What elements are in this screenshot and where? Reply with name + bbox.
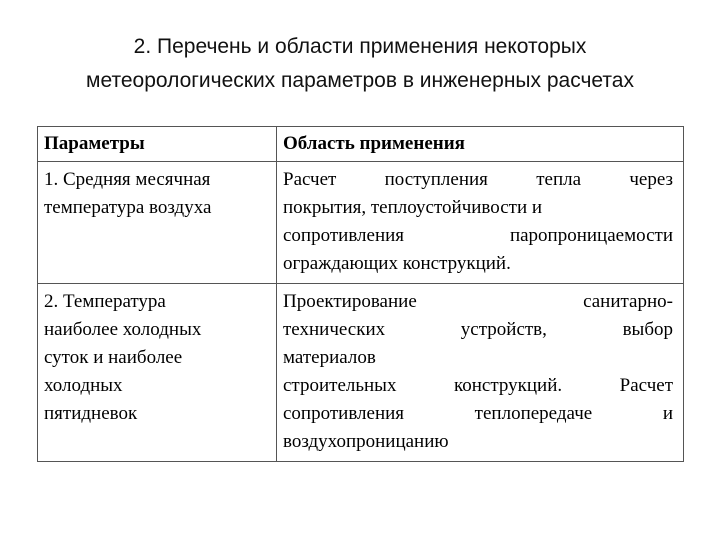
application-line: воздухопроницанию — [283, 431, 449, 452]
parameter-cell — [38, 284, 277, 462]
header-parameters: Параметры — [38, 127, 277, 162]
application-cell — [277, 284, 684, 462]
parameter-line: 1. Средняя месячная — [44, 169, 211, 190]
parameter-line: суток и наиболее — [44, 347, 183, 368]
slide-title-line-1: 2. Перечень и области применения некоторых — [133, 35, 587, 58]
table-row — [38, 284, 684, 462]
slide-title — [0, 30, 720, 98]
application-line: сопротивления паропроницаемости — [283, 225, 673, 246]
parameter-cell — [38, 162, 277, 284]
application-line: технических устройств, выбор — [283, 319, 673, 340]
parameter-line: пятидневок — [44, 403, 138, 424]
application-line: покрытия, теплоустойчивости и — [283, 197, 543, 218]
application-line: строительных конструкций. Расчет — [283, 375, 673, 396]
parameter-line: 2. Температура — [44, 291, 166, 312]
parameters-table — [37, 126, 684, 462]
parameter-line: температура воздуха — [44, 197, 212, 218]
parameter-line: холодных — [44, 375, 123, 396]
slide-title-line-2: метеорологических параметров в инженерных расчетах — [86, 69, 634, 92]
application-line: Расчет поступления тепла через — [283, 169, 673, 190]
application-line: Проектирование санитарно- — [283, 291, 673, 312]
table-header-row — [38, 127, 684, 162]
header-application: Область применения — [277, 127, 684, 162]
application-line: ограждающих конструкций. — [283, 253, 511, 274]
application-cell — [277, 162, 684, 284]
table-row — [38, 162, 684, 284]
application-line: сопротивления теплопередаче и — [283, 403, 673, 424]
application-line: материалов — [283, 347, 376, 368]
parameter-line: наиболее холодных — [44, 319, 202, 340]
